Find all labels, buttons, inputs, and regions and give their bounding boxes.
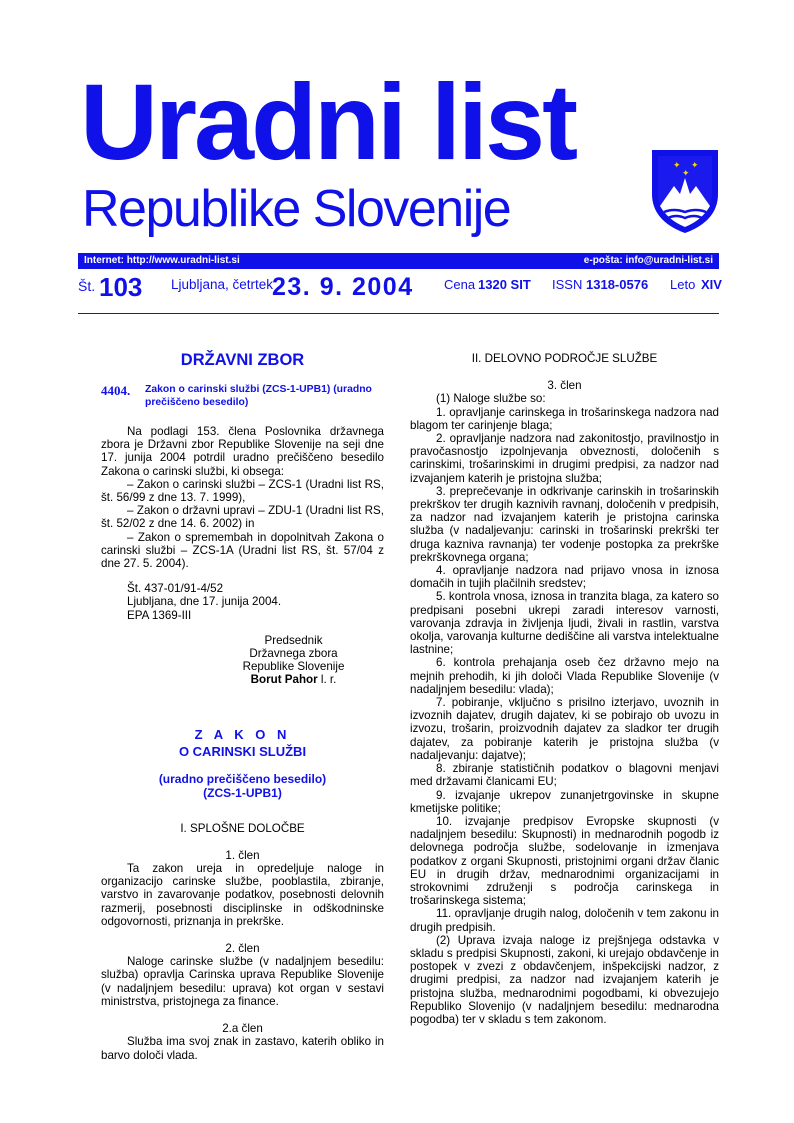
contact-bar	[78, 253, 719, 269]
article-heading: 3. člen	[547, 379, 582, 393]
masthead-subtitle: Republike Slovenije	[82, 180, 511, 238]
reference-date: Ljubljana, dne 17. junija 2004.	[127, 595, 282, 609]
list-item: 11. opravljanje drugih nalog, določenih v tem zakonu in drugih predpisih.	[410, 907, 719, 934]
issue-date: 23. 9. 2004	[272, 273, 414, 301]
issue-number-label: Št.	[78, 278, 96, 294]
svg-text:✦: ✦	[691, 161, 699, 171]
masthead-title: Uradni list	[80, 61, 576, 182]
law-title: O CARINSKI SLUŽBI	[178, 743, 307, 759]
reference-number: Št. 437-01/91-4/52	[127, 582, 224, 596]
list-item: – Zakon o carinski službi – ZCS-1 (Uradni list RS, št. 56/99 z dne 13. 7. 1999),	[101, 477, 384, 505]
signature-line: Republike Slovenije	[242, 660, 345, 674]
list-item: 1. opravljanje carinskega in trošarinskega nadzora nad blagom ter carinjenje blaga;	[410, 405, 719, 432]
list-item: 5. kontrola vnosa, iznosa in tranzita blaga, za katero so predpisani posebni ukrepi zaradi interesov varnosti, varovanja zdravja in življenja ljudi, živali in rastlin, varstva okolja, varovanja kulturne dediščine ali varstva intelektualne lastnine;	[410, 590, 719, 657]
header-rule	[78, 313, 719, 314]
issue-number: 103	[99, 272, 143, 302]
list-item: 4. opravljanje nadzora nad prijavo vnosa in iznosa domačih in tujih plačilnih sredstev;	[410, 564, 719, 591]
list-item: 7. pobiranje, vključno s prisilno izterjavo, uvoznih in izvoznih dajatev, drugih dajatev, ki se pobirajo ob uvozu in izvozu, trošarin, proizvodnih dajatev za sladkor ter drugih dajatev, za pobiranje katerih je pristojna služba (v nadaljevanju: dajatve);	[410, 696, 719, 762]
slovenia-coat-of-arms-icon	[650, 148, 720, 234]
article-lead: (1) Naloge službe so:	[436, 392, 546, 406]
issue-place-day: Ljubljana, četrtek	[171, 277, 274, 292]
internet-link[interactable]: Internet: http://www.uradni-list.si	[84, 255, 240, 266]
chapter-heading: I. SPLOŠNE DOLOČBE	[180, 821, 305, 835]
chapter-heading: II. DELOVNO PODROČJE SLUŽBE	[471, 352, 658, 365]
list-item: 10. izvajanje predpisov Evropske skupnosti (v nadaljnjem besedilu: Skupnosti) in mednarodnih pogodb iz delovnega področja službe, sodelovanje in izmenjava podatkov z organi Skupnosti, pristojnimi organi držav članic EU in drugih držav, mednarodnimi organizacijami in strokovnimi združenji s področja carinskega in trošarinskega sistema;	[410, 814, 719, 908]
list-item: 3. preprečevanje in odkrivanje carinskih in trošarinskih prekrškov ter drugih kaznivih ravnanj, določenih v predpisih, za nadzor nad izvajanjem katerih je pristojna carinska služba (v nadaljevanju: carinski in trošarinski prekrški ter druga kazniva ravnanja) ter vodenje postopka za prekrške prekrškovnega organa;	[410, 484, 719, 564]
list-item: 6. kontrola prehajanja oseb čez državno mejo na mejnih prehodih, ki jih določi Vlada Republike Slovenije (v nadaljnjem besedilu: vlada);	[410, 656, 719, 696]
issn-label: ISSN	[552, 277, 583, 292]
article-heading: 2.a člen	[222, 1022, 263, 1036]
price-label: Cena	[444, 277, 476, 292]
svg-text:✦: ✦	[673, 161, 681, 171]
epa-number: EPA 1369-III	[127, 608, 192, 622]
signature-block	[216, 634, 371, 687]
act-title: Zakon o carinski službi (ZCS-1-UPB1) (uradno prečiščeno besedilo)	[145, 384, 372, 408]
list-item: 2. opravljanje nadzora nad zakonitostjo, pravilnostjo in pravočasnostjo izpolnjevanja obveznosti, določenih s carinskimi, trošarinskimi in drugimi predpisi, za nadzor nad izvajanjem katerih je pristojna služba;	[410, 432, 719, 485]
intro-paragraph: Na podlagi 153. člena Poslovnika državnega zbora je Državni zbor Republike Slovenije na seji dne 17. junija 2004 potrdil uradno prečiščeno besedilo Zakona o carinski službi, ki obsega:	[101, 425, 384, 478]
right-column	[410, 352, 719, 1026]
article-text: Ta zakon ureja in opredeljuje naloge in organizacijo carinske službe, pooblastila, zbiranje, varstvo in zavarovanje podatkov, posebnosti delovnih razmerij, posebnosti disciplinske in odškodninske odgovornosti, priznanja in prekrške.	[101, 862, 384, 928]
article-text: Naloge carinske službe (v nadaljnjem besedilu: služba) opravlja Carinska uprava Republike Slovenije (v nadaljnjem besedilu: uprava) kot organ v sestavi ministrstva, pristojnega za finance.	[101, 955, 384, 1008]
list-item: – Zakon o spremembah in dopolnitvah Zakona o carinski službi – ZCS-1A (Uradni list RS, št. 57/04 z dne 27. 5. 2004).	[101, 530, 384, 571]
law-heading: Z A K O N	[194, 726, 291, 742]
act-number: 4404.	[101, 383, 131, 398]
year-value: XIV	[701, 277, 722, 292]
list-item: – Zakon o državni upravi – ZDU-1 (Uradni list RS, št. 52/02 z dne 14. 6. 2002) in	[101, 504, 384, 531]
year-label: Leto	[670, 277, 696, 292]
email-link[interactable]: e-pošta: info@uradni-list.si	[583, 255, 713, 266]
article-heading: 1. člen	[225, 848, 260, 862]
article-paragraph: (2) Uprava izvaja naloge iz prejšnjega odstavka v skladu s predpisi Skupnosti, zakoni, ki urejajo obdavčenje in postopek v zvezi z obdavčenjem, inšpekcijski nadzor, z drugimi predpisi, za nadzor nad izvajanjem katerih je pristojna služba, mednarodnimi pogodbami, ki obvezujejo Republiko Slovenijo (v nadaljnjem besedilu: mednarodna pogodba) ter v skladu s tem zakonom.	[410, 933, 719, 1026]
law-abbreviation: (ZCS-1-UPB1)	[203, 785, 282, 800]
list-item: 9. izvajanje ukrepov zunanjetrgovinske in skupne kmetijske politike;	[410, 788, 719, 815]
article-heading: 2. člen	[225, 942, 260, 956]
list-item: 8. zbiranje statističnih podatkov o blagovni menjavi med državami članicami EU;	[410, 762, 719, 789]
issn-value: 1318-0576	[586, 277, 649, 292]
signatory-name: Borut Pahor	[250, 673, 318, 687]
signature-name-line	[216, 673, 371, 686]
section-heading: DRŽAVNI ZBOR	[180, 351, 305, 369]
left-column	[101, 350, 384, 1062]
article-text: Služba ima svoj znak in zastavo, katerih obliko in barvo določi vlada.	[101, 1035, 384, 1062]
price-value: 1320 SIT	[478, 277, 531, 292]
signature-line: Predsednik	[264, 633, 323, 647]
act-heading	[101, 384, 384, 409]
law-subtitle: (uradno prečiščeno besedilo)	[158, 771, 327, 786]
svg-text:✦: ✦	[682, 169, 690, 179]
signature-line: Državnega zbora	[249, 647, 338, 661]
signature-suffix: l. r.	[317, 673, 337, 687]
